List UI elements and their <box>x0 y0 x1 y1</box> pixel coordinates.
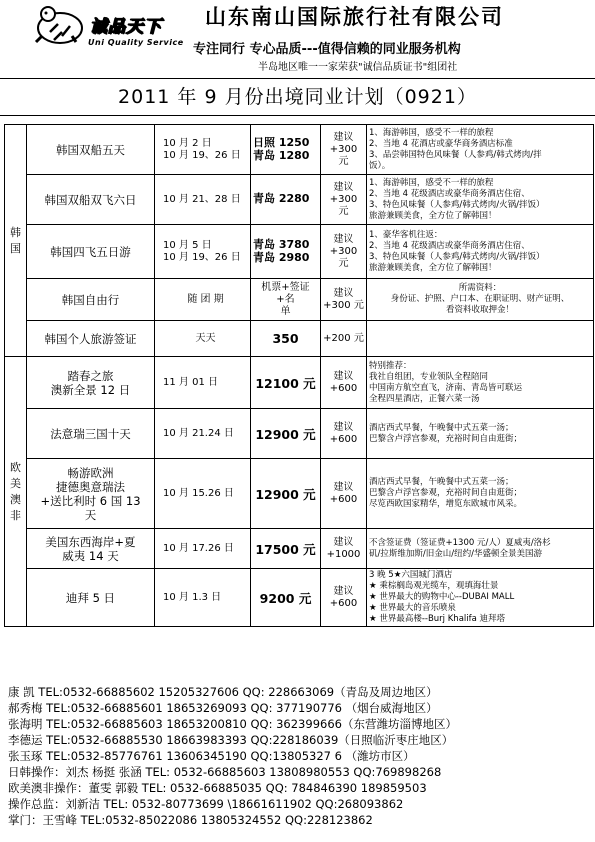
feature-line: 不含签证费（签证费+1300 元/人）夏威夷/洛杉 <box>369 537 551 548</box>
table-row <box>5 125 594 175</box>
feature-line: 旅游兼顾美食，全方位了解韩国！ <box>369 210 497 221</box>
route-name: 韩国双船五天 <box>27 125 155 175</box>
table-row <box>5 175 594 225</box>
tour-features <box>367 175 594 225</box>
route-name: 美国东西海岸+夏 威夷 14 天 <box>27 529 155 569</box>
tour-features <box>367 279 594 321</box>
tour-features <box>367 459 594 529</box>
suggested-markup: 建议 +300 元 <box>321 279 367 321</box>
route-name: 韩国自由行 <box>27 279 155 321</box>
price-value: 12100 元 <box>255 375 316 391</box>
page-title: 2011 年 9 月份出境同业计划（0921） <box>0 78 595 116</box>
price-value: 单 <box>280 305 291 317</box>
route-name: 迪拜 5 日 <box>27 569 155 627</box>
tour-features <box>367 357 594 409</box>
suggested-markup: 建议 +600 <box>321 357 367 409</box>
feature-line: 3 晚 5★六国城门酒店 <box>369 570 453 580</box>
route-name: 韩国四飞五日游 <box>27 225 155 279</box>
price-value: 青岛 3780 <box>253 237 310 251</box>
tour-features <box>367 409 594 459</box>
tour-features <box>367 321 594 357</box>
contact-row: 操作总监：刘新洁 TEL: 0532-80773699 \18661611902 QQ:268093862 <box>8 797 404 811</box>
price-value: 350 <box>272 331 299 346</box>
feature-line: 巴黎含卢浮宫参观，充裕时间自由逛街； <box>369 488 523 498</box>
table-row <box>5 569 594 627</box>
departure-dates: 10 月 1.3 日 <box>155 569 251 627</box>
contact-row: 掌门：王雪峰 TEL:0532-85022086 13805324552 QQ:228123862 <box>8 813 373 827</box>
price-value: 12900 元 <box>255 486 316 502</box>
suggested-markup: +200 元 <box>321 321 367 357</box>
feature-line: 我社自组团，专业领队全程陪同 <box>369 371 489 382</box>
feature-line: 3、特色风味餐（人参鸡/韩式烤肉/火锅/拌饭） <box>369 199 545 210</box>
contact-row: 康 凯 TEL:0532-66885602 15205327606 QQ: 228663069（青岛及周边地区） <box>8 685 438 699</box>
departure-dates: 10 月 15.26 日 <box>155 459 251 529</box>
feature-line: 所需资料： <box>458 283 502 293</box>
route-name: 韩国双船双飞六日 <box>27 175 155 225</box>
departure-dates: 随 团 期 <box>155 279 251 321</box>
contact-row: 李德运 TEL:0532-66885530 18663983393 QQ:228186039（日照临沂枣庄地区） <box>8 733 454 747</box>
tour-plan-table <box>4 124 594 627</box>
price-value: 青岛 2280 <box>253 192 310 205</box>
departure-dates: 10 月 5 日 10 月 19、26 日 <box>155 225 251 279</box>
table-row <box>5 459 594 529</box>
suggested-markup: 建议 +600 <box>321 409 367 459</box>
feature-line: 2、当地 4 花级酒店或豪华商务酒店住宿、 <box>369 188 530 199</box>
departure-dates: 10 月 21、28 日 <box>155 175 251 225</box>
price-value: 12900 元 <box>255 426 316 442</box>
suggested-markup: 建议+300 元 <box>321 175 367 225</box>
region-korea: 韩 国 <box>5 125 27 357</box>
table-row <box>5 321 594 357</box>
feature-line: 1、豪华客机往返： <box>369 229 443 240</box>
suggested-markup: 建议 +600 <box>321 569 367 627</box>
tour-price <box>251 357 321 409</box>
suggested-markup: 建议 +1000 <box>321 529 367 569</box>
contact-row: 郝秀梅 TEL:0532-66885601 18653269093 QQ: 377190776 （烟台威海地区） <box>8 701 438 715</box>
departure-dates: 10 月 2 日 10 月 19、26 日 <box>155 125 251 175</box>
feature-line: 1、海游韩国，感受不一样的旅程 <box>369 127 494 138</box>
route-name: 法意瑞三国十天 <box>27 409 155 459</box>
feature-line: 1、海游韩国，感受不一样的旅程 <box>369 177 494 188</box>
feature-line: 全程四星酒店，正餐六菜一汤 <box>369 393 480 404</box>
tour-features <box>367 529 594 569</box>
tour-price <box>251 569 321 627</box>
feature-line: 尽览西欧国家精华，增览东欧城市风采。 <box>369 499 523 509</box>
feature-line: ★ 世界最大的购物中心--DUBAI MALL <box>369 592 515 602</box>
feature-line: ★ 乘棕榈岛观光缆车，观填海壮景 <box>369 581 499 591</box>
company-name: 山东南山国际旅行社有限公司 <box>205 5 504 29</box>
feature-line: 巴黎含卢浮宫参观，充裕时间自由逛街； <box>369 433 523 444</box>
tour-price <box>251 321 321 357</box>
feature-line: ★ 世界最大的音乐喷泉 <box>369 603 456 613</box>
feature-line: 2、当地 4 花酒店或豪华商务酒店标准 <box>369 138 513 149</box>
tour-features <box>367 569 594 627</box>
route-name: 踏春之旅 澳新全景 12 日 <box>27 357 155 409</box>
feature-line: 3、特色风味餐（人参鸡/韩式烤肉/火锅/拌饭） <box>369 251 545 262</box>
feature-line: 3、品尝韩国特色风味餐（人参鸡/韩式烤肉/拌 <box>369 149 542 160</box>
tour-features <box>367 225 594 279</box>
price-value: 日照 1250 <box>253 135 310 149</box>
suggested-markup: 建议 +600 <box>321 459 367 529</box>
price-value: 17500 元 <box>255 541 316 557</box>
feature-line: 中国南方航空直飞，济南、青岛皆可联运 <box>369 382 523 393</box>
feature-line: 身份证、护照、户口本、在职证明、财产证明、 <box>390 294 570 304</box>
table-row <box>5 357 594 409</box>
table-row <box>5 279 594 321</box>
tour-price <box>251 459 321 529</box>
route-name: 畅游欧洲 捷德奥意瑞法 +送比利时 6 国 13 天 <box>27 459 155 529</box>
header <box>0 0 595 78</box>
route-name: 韩国个人旅游签证 <box>27 321 155 357</box>
feature-line: 酒店西式早餐，午晚餐中式五菜一汤； <box>369 422 514 433</box>
tour-price <box>251 409 321 459</box>
price-value: 青岛 1280 <box>253 148 310 162</box>
departure-dates: 天天 <box>155 321 251 357</box>
tour-price <box>251 529 321 569</box>
feature-line: 酒店西式早餐，午晚餐中式五菜一汤； <box>369 477 514 487</box>
tour-price <box>251 125 321 175</box>
tour-price <box>251 175 321 225</box>
company-logo: 诚品天下 Uni Quality Service <box>28 2 188 50</box>
table-row <box>5 225 594 279</box>
suggested-markup: 建议+300 元 <box>321 225 367 279</box>
table-row <box>5 409 594 459</box>
contact-row: 张玉琢 TEL:0532-85776761 13606345190 QQ:13805327 6 （潍坊市区） <box>8 749 415 763</box>
feature-line: 2、当地 4 花级酒店或豪华商务酒店住宿、 <box>369 240 530 251</box>
feature-line: 旅游兼顾美食，全方位了解韩国！ <box>369 262 497 273</box>
contact-row: 张海明 TEL:0532-66885603 18653200810 QQ: 362399666（东营潍坊淄博地区） <box>8 717 457 731</box>
slogan: 专注同行 专心品质---值得信赖的同业服务机构 <box>193 42 461 57</box>
departure-dates: 10 月 17.26 日 <box>155 529 251 569</box>
contact-list <box>8 684 593 828</box>
feature-line: ★ 世界最高楼--Burj Khalifa 迪拜塔 <box>369 614 506 624</box>
table-row <box>5 529 594 569</box>
contact-row: 欧美澳非操作：董雯 郭毅 TEL: 0532-66885035 QQ: 784846390 189859503 <box>8 781 427 795</box>
tour-price <box>251 279 321 321</box>
suggested-markup: 建议+300 元 <box>321 125 367 175</box>
departure-dates: 11 月 01 日 <box>155 357 251 409</box>
feature-line: 矶/拉斯维加斯/旧金山/纽约/华盛顿全景美国游 <box>369 548 542 559</box>
departure-dates: 10 月 21.24 日 <box>155 409 251 459</box>
tour-price <box>251 225 321 279</box>
tour-features <box>367 125 594 175</box>
feature-line: 特别推荐： <box>369 360 412 371</box>
contact-row: 日韩操作：刘杰 杨挺 张涵 TEL: 0532-66885603 13808980553 QQ:769898268 <box>8 765 442 779</box>
price-value: 青岛 2980 <box>253 250 310 264</box>
feature-line: 饭）。 <box>369 160 391 171</box>
feature-line: 看资料收取押金！ <box>445 305 514 315</box>
tiger-mascot-icon <box>28 2 88 48</box>
sub-slogan: 半岛地区唯一一家荣获"诚信品质证书"组团社 <box>258 62 458 73</box>
price-value: 机票+签证+名 <box>261 281 310 305</box>
price-value: 9200 元 <box>259 590 312 606</box>
region-euro-america: 欧 美 澳 非 <box>5 357 27 627</box>
